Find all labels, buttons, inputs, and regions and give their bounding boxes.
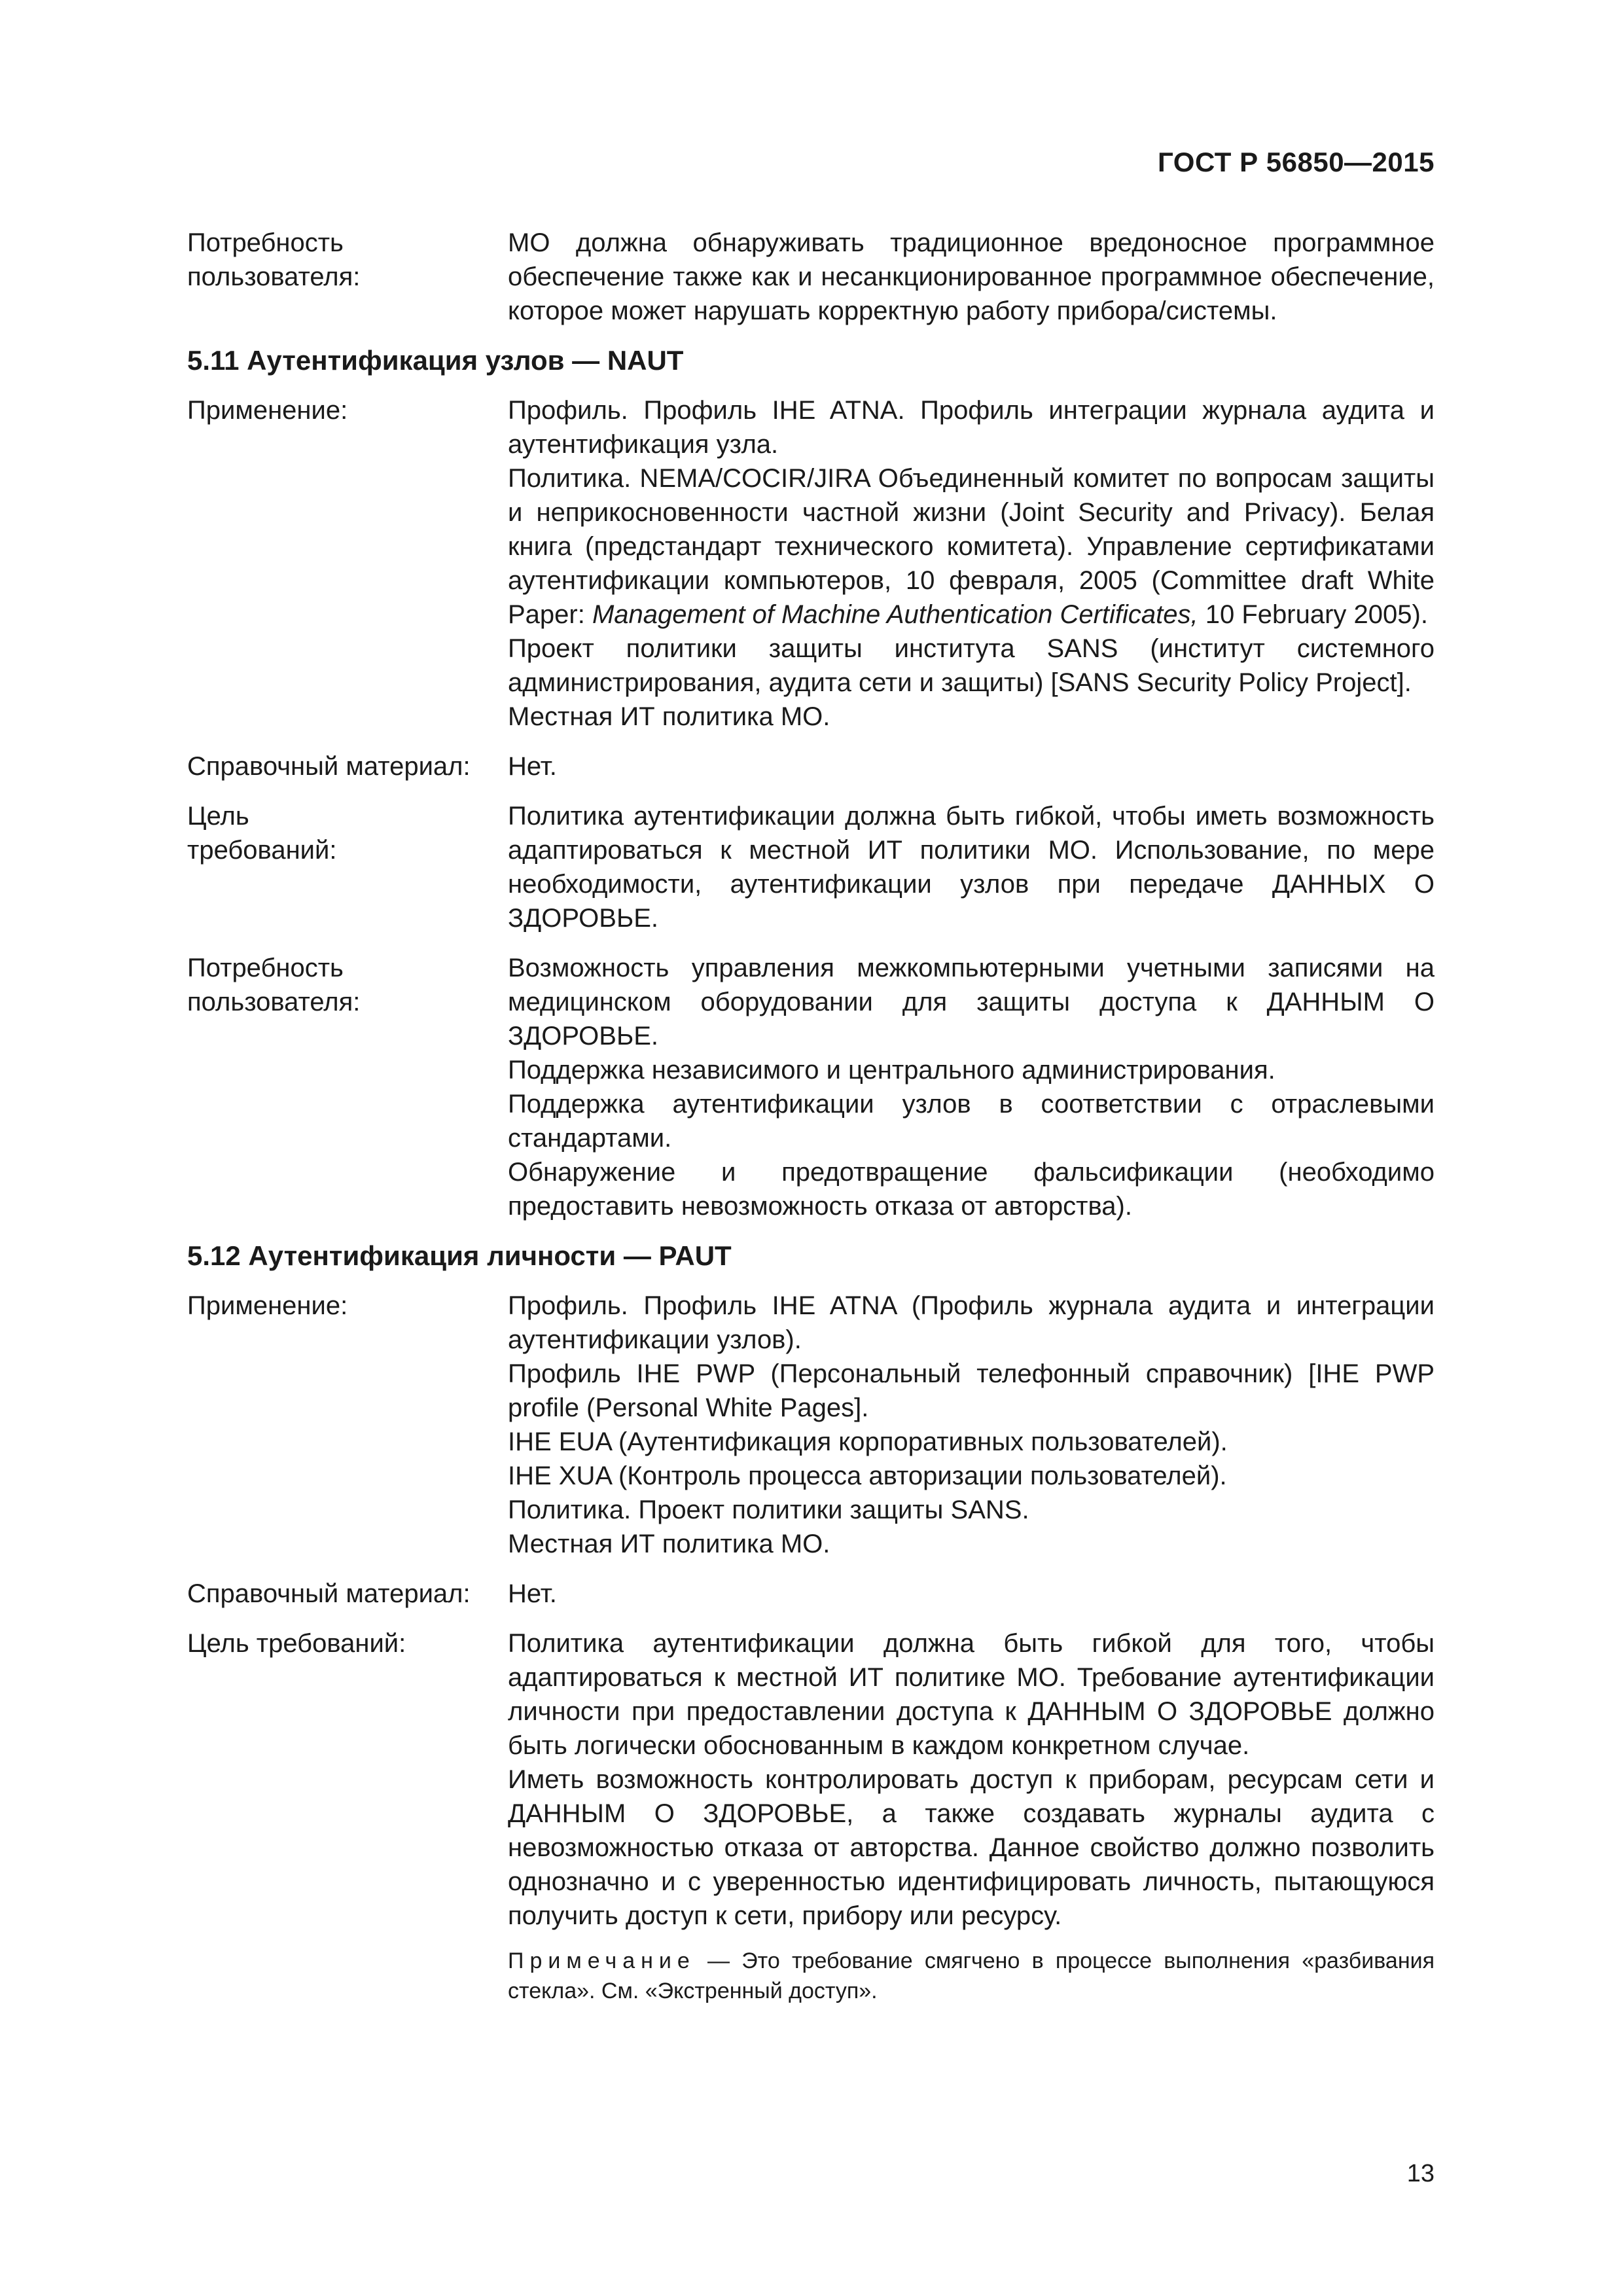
- entry-text: [508, 1289, 1435, 1561]
- italic-title: Management of Machine Authentication Certificates,: [592, 600, 1198, 629]
- entry-text: Политика аутентификации должна быть гибкой, чтобы иметь возможность адаптироваться к местной ИТ политики МО. Использование, по мере необходимости, аутентификации узлов при передаче ДАННЫХ О ЗДОРОВЬЕ.: [508, 802, 1435, 933]
- entry-text: [508, 393, 1435, 734]
- paragraph: Иметь возможность контролировать доступ к приборам, ресурсам сети и ДАННЫМ О ЗДОРОВЬЕ, а также создавать журналы аудита с невозможностью отказа от авторства. Данное свойство должно позволить однозначно и с уверенностью идентифицировать личность, пытающуюся получить доступ к сети, прибору или ресурсу.: [508, 1765, 1435, 1930]
- document-code-header: ГОСТ Р 56850—2015: [1158, 147, 1435, 177]
- reference-entry-5-11: [187, 749, 1435, 783]
- user-need-entry-top: [187, 226, 1435, 328]
- user-need-entry-5-11: [187, 951, 1435, 1223]
- entry-label: Потребность пользователя:: [187, 954, 361, 1016]
- entry-label: Справочный материал:: [187, 1579, 471, 1608]
- text-segment: Политика. NEMA/COCIR/JIRA Объединенный комитет по вопросам защиты и неприкосновенности частной жизни (Joint Security and Privacy). Белая книга (предстандарт технического комитета). Управление сертификатами аутентификации компьютеров, 10 февраля, 2005 (Committee draft White Paper:: [508, 464, 1435, 629]
- section-title-5-12: 5.12 Аутентификация личности — PAUT: [187, 1240, 732, 1271]
- paragraph: IHE EUA (Аутентификация корпоративных пользователей).: [508, 1427, 1228, 1456]
- paragraph: Возможность управления межкомпьютерными учетными записями на медицинском оборудовании для защиты доступа к ДАННЫМ О ЗДОРОВЬЕ.: [508, 954, 1435, 1050]
- note-label: Примечание: [508, 1948, 696, 1973]
- paragraph: Обнаружение и предотвращение фальсификации (необходимо предоставить невозможность отказа от авторства).: [508, 1158, 1435, 1221]
- paragraph: Профиль IHE PWP (Персональный телефонный справочник) [IHE PWP profile (Personal White Pages].: [508, 1359, 1435, 1422]
- goal-entry-5-12: [187, 1626, 1435, 1933]
- reference-entry-5-12: [187, 1577, 1435, 1611]
- entry-label: Применение:: [187, 396, 348, 425]
- entry-text: Нет.: [508, 752, 557, 781]
- paragraph: Проект политики защиты института SANS (институт системного администрирования, аудита сети и защиты) [SANS Security Policy Project].: [508, 634, 1435, 697]
- paragraph: Местная ИТ политика МО.: [508, 702, 830, 731]
- entry-label: Цель требований:: [187, 802, 337, 865]
- entry-label: Цель требований:: [187, 1629, 406, 1658]
- entry-label: Применение:: [187, 1291, 348, 1320]
- paragraph: Профиль. Профиль IHE ATNA. Профиль интеграции журнала аудита и аутентификация узла.: [508, 396, 1435, 459]
- paragraph-policy: [508, 461, 1435, 632]
- note: [508, 1946, 1435, 2006]
- application-entry-5-12: [187, 1289, 1435, 1561]
- entry-text: МО должна обнаруживать традиционное вредоносное программное обеспечение также как и несанкционированное программное обеспечение, которое может нарушать корректную работу прибора/системы.: [508, 228, 1435, 325]
- paragraph: Политика. Проект политики защиты SANS.: [508, 1496, 1029, 1524]
- paragraph: Политика аутентификации должна быть гибкой для того, чтобы адаптироваться к местной ИТ политике МО. Требование аутентификации личности при предоставлении доступа к ДАННЫМ О ЗДОРОВЬЕ должно быть логически обоснованным в каждом конкретном случае.: [508, 1629, 1435, 1760]
- text-segment: 10 February 2005).: [1198, 600, 1428, 629]
- note-text: — Это требование смягчено в процессе выполнения «разбивания стекла». См. «Экстренный доступ».: [508, 1948, 1435, 2003]
- paragraph: Поддержка независимого и центрального администрирования.: [508, 1056, 1275, 1085]
- paragraph: IHE XUA (Контроль процесса авторизации пользователей).: [508, 1462, 1227, 1490]
- paragraph: Профиль. Профиль IHE ATNA (Профиль журнала аудита и интеграции аутентификации узлов).: [508, 1291, 1435, 1354]
- goal-entry-5-11: [187, 799, 1435, 935]
- paragraph: Местная ИТ политика МО.: [508, 1530, 830, 1558]
- section-title-5-11: 5.11 Аутентификация узлов — NAUT: [187, 345, 684, 376]
- entry-text: [508, 951, 1435, 1223]
- paragraph: Поддержка аутентификации узлов в соответствии с отраслевыми стандартами.: [508, 1090, 1435, 1153]
- entry-text: Нет.: [508, 1579, 557, 1608]
- entry-label: Потребность пользователя:: [187, 228, 361, 291]
- entry-text: [508, 1626, 1435, 1933]
- page-number: 13: [1406, 2160, 1435, 2187]
- application-entry-5-11: [187, 393, 1435, 734]
- page-content: [187, 226, 1435, 2006]
- entry-label: Справочный материал:: [187, 752, 471, 781]
